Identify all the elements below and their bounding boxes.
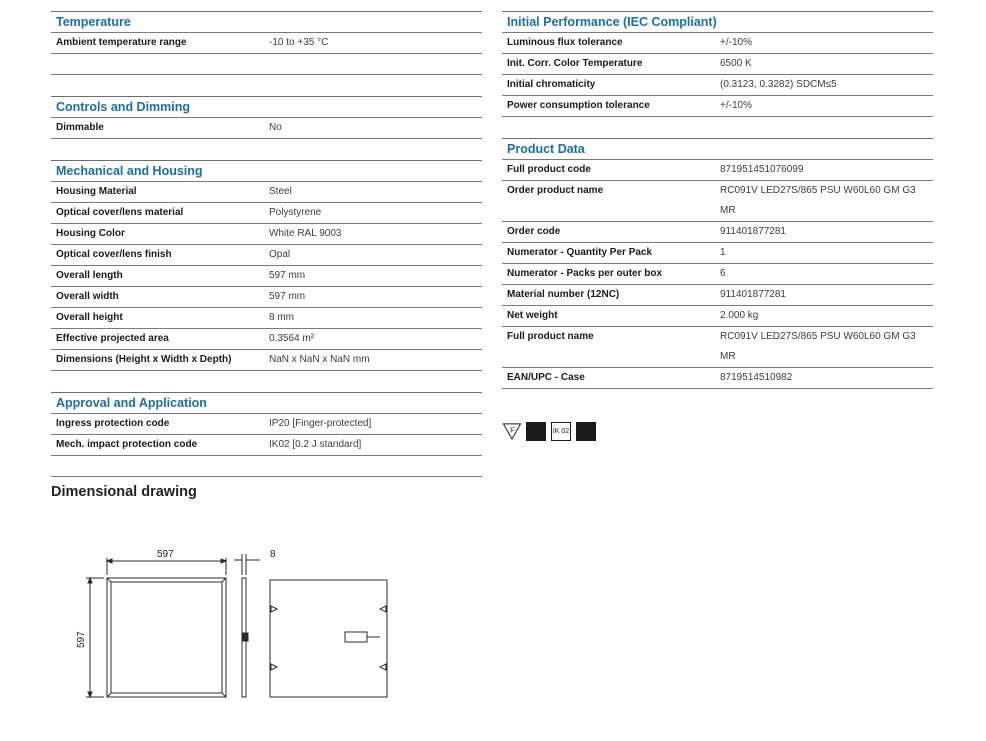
spec-label: Overall height bbox=[56, 312, 123, 323]
spec-row bbox=[51, 350, 482, 371]
spec-row bbox=[51, 203, 482, 224]
spec-label: Init. Corr. Color Temperature bbox=[507, 58, 643, 69]
spec-label: Numerator - Packs per outer box bbox=[507, 268, 663, 279]
spec-value: IK02 [0.2 J standard] bbox=[269, 439, 362, 450]
spec-value: Polystyrene bbox=[269, 207, 322, 218]
black-square-icon bbox=[576, 422, 596, 441]
spec-label: Mech. impact protection code bbox=[56, 439, 198, 450]
spec-value: (0.3123, 0.3282) SDCM≤5 bbox=[720, 79, 837, 90]
section-title: Mechanical and Housing bbox=[51, 161, 482, 182]
spec-label: Housing Color bbox=[56, 228, 125, 239]
spec-value: 0.3564 m² bbox=[269, 333, 315, 344]
section-temperature bbox=[51, 11, 482, 75]
spec-value: 911401877281 bbox=[720, 226, 786, 237]
spec-value: 911401877281 bbox=[720, 289, 786, 300]
spec-label: Numerator - Quantity Per Pack bbox=[507, 247, 653, 258]
spec-value: 597 mm bbox=[269, 270, 306, 281]
spec-row bbox=[51, 287, 482, 308]
section-controls-dimming bbox=[51, 96, 482, 139]
spec-label: Dimensions (Height x Width x Depth) bbox=[56, 354, 232, 365]
front-view bbox=[107, 578, 226, 697]
spec-row bbox=[502, 181, 933, 222]
spec-label: Ambient temperature range bbox=[56, 37, 187, 48]
spec-value: +/-10% bbox=[720, 100, 752, 111]
spec-label: Full product name bbox=[507, 331, 594, 342]
spec-value: +/-10% bbox=[720, 37, 752, 48]
spec-row bbox=[502, 75, 933, 96]
section-title: Temperature bbox=[51, 12, 482, 33]
height-label: 597 bbox=[76, 631, 87, 648]
spec-row bbox=[51, 414, 482, 435]
section-product-data bbox=[502, 138, 933, 389]
rear-view bbox=[270, 580, 387, 697]
spec-value: IP20 [Finger-protected] bbox=[269, 418, 372, 429]
spec-label: EAN/UPC - Case bbox=[507, 372, 585, 383]
spec-value: No bbox=[269, 122, 282, 133]
depth-label: 8 bbox=[270, 549, 276, 560]
right-spec-column bbox=[502, 11, 933, 389]
spec-row bbox=[502, 33, 933, 54]
spec-label: Overall width bbox=[56, 291, 119, 302]
spec-value: 871951451076099 bbox=[720, 164, 804, 175]
spec-value: 1 bbox=[720, 247, 726, 258]
spec-value: -10 to +35 °C bbox=[269, 37, 329, 48]
spec-row bbox=[502, 264, 933, 285]
section-title: Initial Performance (IEC Compliant) bbox=[502, 12, 933, 33]
spec-label: Material number (12NC) bbox=[507, 289, 620, 300]
spec-row bbox=[502, 368, 933, 389]
spec-row bbox=[51, 435, 482, 456]
height-dimension-line bbox=[86, 578, 104, 697]
spec-label: Dimmable bbox=[56, 122, 104, 133]
spec-value: NaN x NaN x NaN mm bbox=[269, 354, 370, 365]
side-view bbox=[234, 554, 260, 697]
spec-label: Overall length bbox=[56, 270, 123, 281]
spec-row bbox=[502, 285, 933, 306]
spec-row bbox=[51, 118, 482, 139]
spec-row bbox=[51, 308, 482, 329]
section-mechanical-housing bbox=[51, 160, 482, 371]
spec-value: 8719514510982 bbox=[720, 372, 793, 383]
spec-row bbox=[502, 327, 933, 368]
spec-row bbox=[51, 182, 482, 203]
section-title: Product Data bbox=[502, 139, 933, 160]
spec-label: Effective projected area bbox=[56, 333, 169, 344]
spec-label: Housing Material bbox=[56, 186, 137, 197]
section-initial-performance bbox=[502, 11, 933, 117]
ik02-icon: IK 02 bbox=[551, 422, 571, 441]
spec-label: Order code bbox=[507, 226, 561, 237]
spec-value: White RAL 9003 bbox=[269, 228, 342, 239]
spec-value: 597 mm bbox=[269, 291, 306, 302]
spec-label: Optical cover/lens material bbox=[56, 207, 184, 218]
row-spacer bbox=[51, 54, 482, 75]
spec-row bbox=[51, 224, 482, 245]
row-spacer bbox=[51, 456, 482, 477]
spec-row bbox=[51, 329, 482, 350]
spec-value: 6500 K bbox=[720, 58, 752, 69]
spec-label: Net weight bbox=[507, 310, 558, 321]
spec-row bbox=[502, 243, 933, 264]
spec-row bbox=[502, 160, 933, 181]
width-dimension-line bbox=[107, 558, 226, 575]
dimensional-drawing bbox=[70, 540, 400, 710]
spec-row bbox=[51, 266, 482, 287]
f-mark-label: F bbox=[510, 425, 515, 435]
spec-label: Full product code bbox=[507, 164, 591, 175]
spec-label: Ingress protection code bbox=[56, 418, 170, 429]
spec-value: Steel bbox=[269, 186, 292, 197]
spec-row bbox=[502, 54, 933, 75]
spec-row bbox=[502, 306, 933, 327]
width-label: 597 bbox=[157, 549, 174, 560]
black-square-icon bbox=[526, 422, 546, 441]
spec-value: RC091V LED27S/865 PSU W60L60 GM G3 MR bbox=[720, 331, 916, 362]
section-title: Approval and Application bbox=[51, 393, 482, 414]
f-mark-icon bbox=[502, 422, 522, 441]
spec-value: 6 bbox=[720, 268, 726, 279]
spec-row bbox=[502, 96, 933, 117]
spec-label: Power consumption tolerance bbox=[507, 100, 650, 111]
spec-value: Opal bbox=[269, 249, 291, 260]
spec-label: Order product name bbox=[507, 185, 604, 196]
section-title: Controls and Dimming bbox=[51, 97, 482, 118]
spec-label: Luminous flux tolerance bbox=[507, 37, 623, 48]
spec-label: Initial chromaticity bbox=[507, 79, 596, 90]
spec-value: 2.000 kg bbox=[720, 310, 759, 321]
left-spec-column bbox=[51, 11, 482, 477]
spec-value: 8 mm bbox=[269, 312, 294, 323]
spec-value: RC091V LED27S/865 PSU W60L60 GM G3 MR bbox=[720, 185, 916, 216]
section-approval-application bbox=[51, 392, 482, 477]
spec-row bbox=[51, 33, 482, 54]
spec-label: Optical cover/lens finish bbox=[56, 249, 172, 260]
dimensional-drawing-title: Dimensional drawing bbox=[51, 484, 197, 500]
spec-row bbox=[51, 245, 482, 266]
spec-row bbox=[502, 222, 933, 243]
